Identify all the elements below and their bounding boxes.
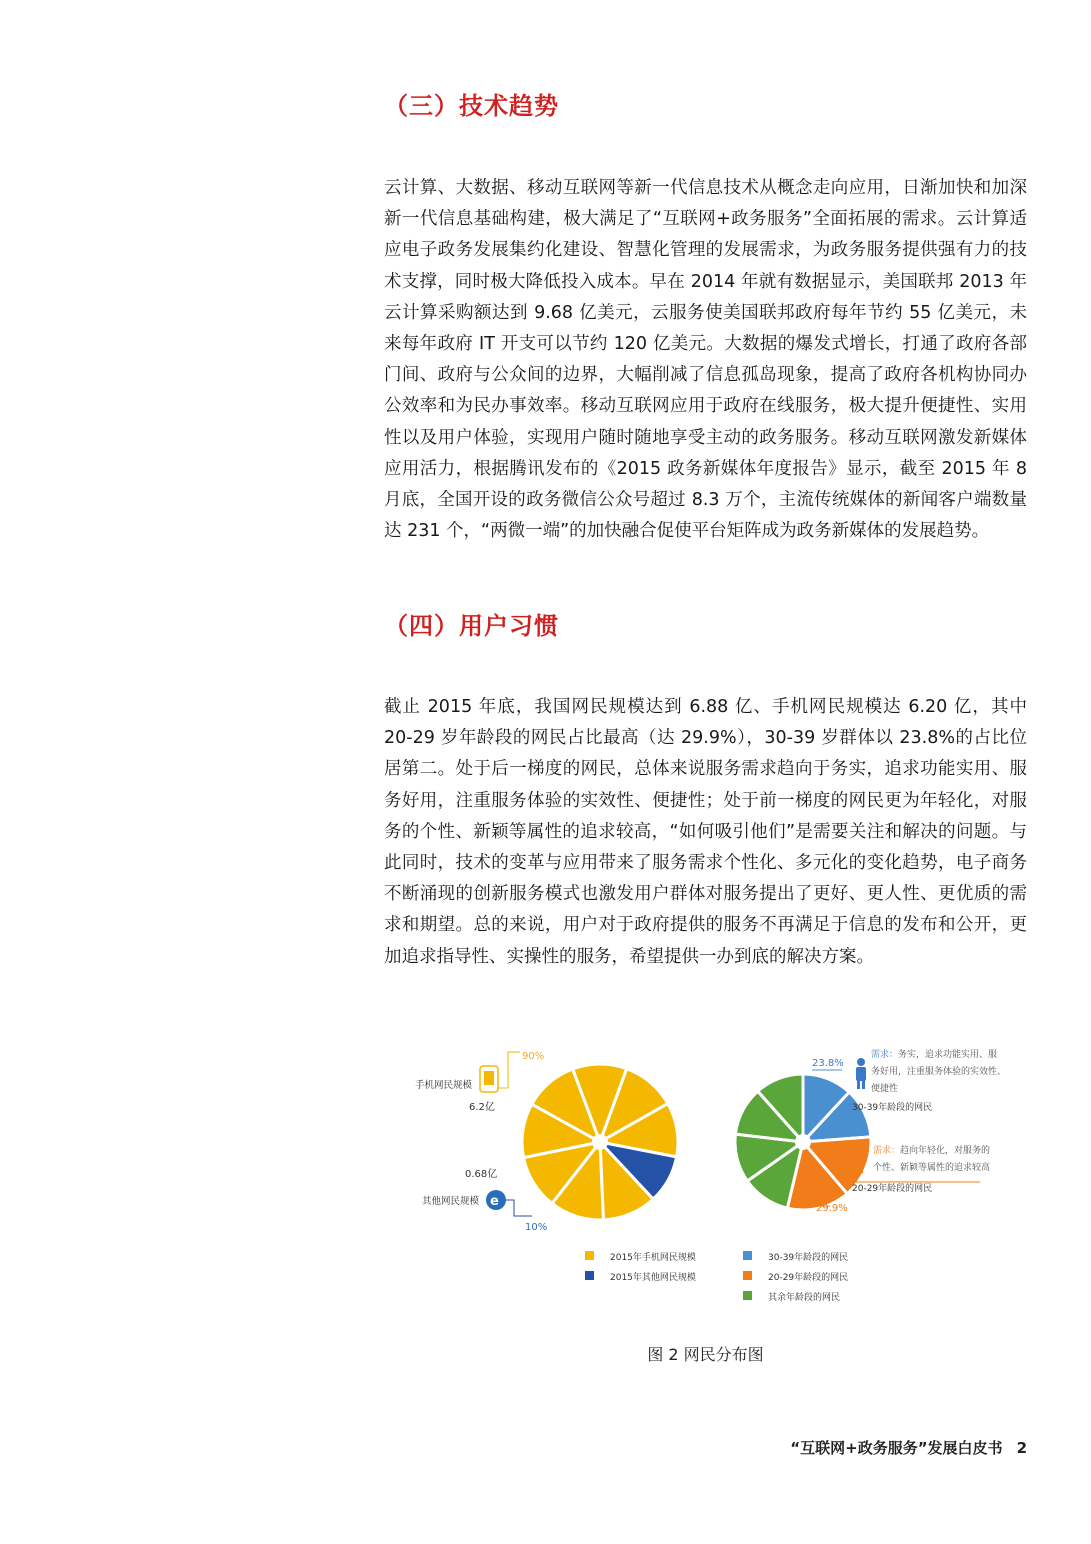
page-number: 2 — [1016, 1439, 1027, 1457]
annotation-30-39-prefix: 需求： — [871, 1050, 899, 1060]
legend-mobile: 2015年手机网民规模 — [610, 1253, 696, 1263]
legend-20-29: 20-29年龄段的网民 — [768, 1273, 849, 1283]
legend-swatch-other-ages — [743, 1291, 752, 1300]
legend-other: 2015年其他网民规模 — [610, 1273, 696, 1283]
chart-legend — [585, 1251, 848, 1303]
annotation-20-29 — [873, 1144, 990, 1156]
annotation-30-39-line1: 务实，追求功能实用、服 — [898, 1050, 998, 1060]
browser-e-glyph: e — [490, 1194, 499, 1209]
annotation-20-29-line2: 个性、新颖等属性的追求较高 — [873, 1163, 991, 1173]
legend-swatch-30-39 — [743, 1251, 752, 1260]
person-icon-blue — [856, 1058, 866, 1089]
phone-screen-icon — [484, 1071, 494, 1085]
legend-other-ages: 其余年龄段的网民 — [768, 1293, 841, 1303]
section-heading-user-habits: （四）用户习惯 — [384, 612, 559, 640]
age-group-center-hole — [795, 1134, 811, 1150]
legend-30-39: 30-39年龄段的网民 — [768, 1253, 849, 1263]
legend-swatch-other — [585, 1271, 594, 1280]
footer-title: “互联网+政务服务”发展白皮书 — [790, 1439, 1003, 1457]
label-29-9-percent: 29.9% — [816, 1203, 848, 1214]
callout-line-20-29 — [846, 1176, 980, 1182]
amount-other-label: 0.68亿 — [465, 1169, 498, 1180]
pie-chart-netizen-scale — [522, 1064, 678, 1220]
annotation-30-39-line2: 务好用，注重服务体验的实效性、 — [871, 1067, 1007, 1077]
label-90-percent: 90% — [522, 1051, 545, 1062]
annotation-20-29-prefix: 需求： — [873, 1146, 901, 1156]
annotation-30-39 — [871, 1048, 997, 1060]
annotation-20-29-line1: 趋向年轻化，对服务的 — [900, 1146, 991, 1156]
netizen-scale-center-hole — [592, 1134, 608, 1150]
group-label-30-39: 30-39年龄段的网民 — [852, 1103, 933, 1113]
pie-chart-age-groups — [735, 1074, 871, 1210]
group-label-20-29: 20-29年龄段的网民 — [852, 1184, 933, 1194]
amount-mobile-label: 6.2亿 — [469, 1102, 495, 1113]
callout-other-label: 其他网民规模 — [422, 1196, 480, 1207]
user-habits-paragraph: 截止 2015 年底，我国网民规模达到 6.88 亿、手机网民规模达 6.20 亿，其中 20-29 岁年龄段的网民占比最高（达 29.9%），30-39 岁群体以 23.8%的占比位居第二。处于后一梯度的网民，总体来说服务需求趋向于务实，追求功能实用、服务好用，注重服务体验的实效性、便捷性；处于前一梯度的网民更为年轻化，对服务的个性、新颖等属性的追求较高，“如何吸引他们”是需要关注和解决的问题。与此同时，技术的变革与应用带来了服务需求个性化、多元化的变化趋势，电子商务不断涌现的创新服务模式也激发用户群体对服务提出了更好、更人性、更优质的需求和期望。总的来说，用户对于政府提供的服务不再满足于信息的发布和公开，更加追求指导性、实操性的服务，希望提供一办到底的解决方案。 — [384, 697, 1027, 967]
tech-trends-paragraph: 云计算、大数据、移动互联网等新一代信息技术从概念走向应用，日渐加快和加深新一代信息基础构建，极大满足了“互联网+政务服务”全面拓展的需求。云计算适应电子政务发展集约化建设、智慧化管理的发展需求，为政务服务提供强有力的技术支撑，同时极大降低投入成本。早在 2014 年就有数据显示，美国联邦 2013 年云计算采购额达到 9.68 亿美元，云服务使美国联邦政府每年节约 55 亿美元，未来每年政府 IT 开支可以节约 120 亿美元。大数据的爆发式增长，打通了政府各部门间、政府与公众间的边界，大幅削减了信息孤岛现象，提高了政府各机构协同办公效率和为民办事效率。移动互联网应用于政府在线服务，极大提升便捷性、实用性以及用户体验，实现用户随时随地享受主动的政务服务。移动互联网激发新媒体应用活力，根据腾讯发布的《2015 政务新媒体年度报告》显示，截至 2015 年 8 月底，全国开设的政务微信公众号超过 8.3 万个，主流传统媒体的新闻客户端数量达 231 个，“两微一端”的加快融合促使平台矩阵成为政务新媒体的发展趋势。 — [384, 178, 1027, 542]
page-footer — [790, 1437, 1027, 1458]
legend-swatch-20-29 — [743, 1271, 752, 1280]
annotation-30-39-line3: 便捷性 — [871, 1084, 899, 1094]
figure-caption: 图 2 网民分布图 — [647, 1345, 764, 1364]
legend-swatch-mobile — [585, 1251, 594, 1260]
section-heading-tech-trends: （三）技术趋势 — [384, 92, 559, 120]
callout-line-other — [506, 1200, 532, 1216]
netizen-distribution-chart — [410, 1040, 1030, 1310]
callout-mobile-label: 手机网民规模 — [415, 1080, 473, 1091]
label-10-percent: 10% — [525, 1222, 548, 1233]
label-23-8-percent: 23.8% — [812, 1058, 844, 1069]
